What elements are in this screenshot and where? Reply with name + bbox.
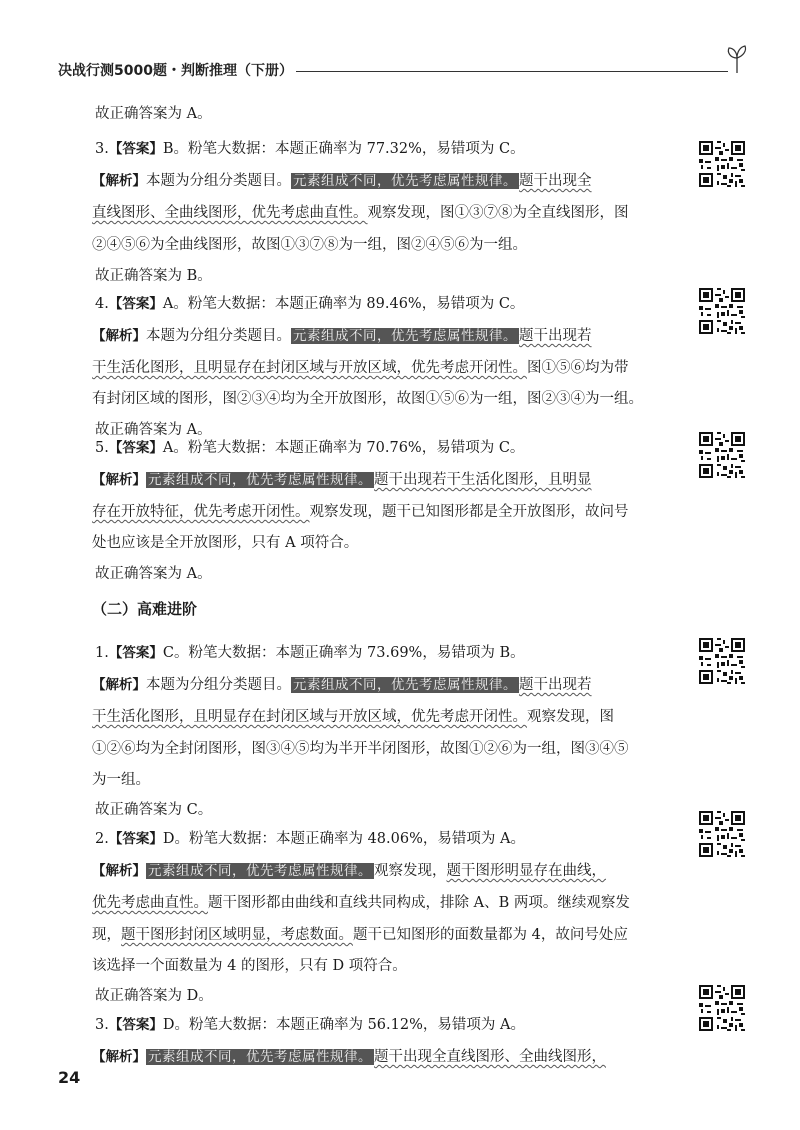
qr-code-icon[interactable]: [697, 809, 747, 859]
analysis-label: 【解析】: [92, 472, 146, 488]
text-line: 存在开放特征，优先考虑开闭性。观察发现，题干已知图形都是全开放图形，故问号: [92, 504, 629, 520]
text-line: 故正确答案为 B。: [95, 268, 212, 284]
header-rule: [296, 71, 728, 72]
analysis-label: 【解析】: [92, 328, 146, 344]
highlighted-key-point: 元素组成不同，优先考虑属性规律。: [293, 173, 517, 189]
answer-line: 2.【答案】D。粉笔大数据：本题正确率为 48.06%，易错项为 A。: [95, 831, 525, 847]
page-header: [58, 60, 748, 90]
qr-code-icon[interactable]: [697, 983, 747, 1033]
answer-label: 【答案】: [108, 1017, 163, 1033]
analysis-line: 【解析】本题为分组分类题目。 元素组成不同，优先考虑属性规律。 题干出现若: [92, 677, 592, 693]
text-line: 直线图形、全曲线图形，优先考虑曲直性。观察发现，图①③⑦⑧为全直线图形，图: [92, 205, 629, 221]
qr-code-icon[interactable]: [697, 636, 747, 686]
qr-code-icon[interactable]: [697, 286, 747, 336]
highlighted-key-point: 元素组成不同，优先考虑属性规律。: [293, 677, 517, 693]
text-line: 故正确答案为 D。: [95, 988, 213, 1004]
answer-line: 3.【答案】B。粉笔大数据：本题正确率为 77.32%，易错项为 C。: [95, 141, 525, 157]
answer-line: 1.【答案】C。粉笔大数据：本题正确率为 73.69%，易错项为 B。: [95, 645, 525, 661]
answer-label: 【答案】: [108, 645, 163, 661]
answer-label: 【答案】: [108, 141, 163, 157]
answer-label: 【答案】: [108, 831, 163, 847]
text-line: ①②⑥均为全封闭图形，图③④⑤均为半开半闭图形，故图①②⑥为一组，图③④⑤: [92, 741, 629, 757]
section-title: （二）高难进阶: [92, 600, 198, 618]
text-line: 优先考虑曲直性。题干图形都由曲线和直线共同构成，排除 A、B 两项。继续观察发: [92, 895, 630, 911]
text-line: 故正确答案为 A。: [95, 106, 212, 122]
qr-code-icon[interactable]: [697, 139, 747, 189]
answer-label: 【答案】: [108, 296, 163, 312]
text-line: ②④⑤⑥为全曲线图形，故图①③⑦⑧为一组，图②④⑤⑥为一组。: [92, 237, 527, 253]
answer-line: 4.【答案】A。粉笔大数据：本题正确率为 89.46%，易错项为 C。: [95, 296, 525, 312]
analysis-line: 【解析】本题为分组分类题目。 元素组成不同，优先考虑属性规律。 题干出现若: [92, 328, 592, 344]
analysis-label: 【解析】: [92, 677, 146, 693]
text-line: 该选择一个面数量为 4 的图形，只有 D 项符合。: [92, 958, 407, 974]
page-number: 24: [58, 1068, 81, 1087]
analysis-line: 【解析】 元素组成不同，优先考虑属性规律。 题干出现若干生活化图形，且明显: [92, 472, 592, 488]
answer-line: 5.【答案】A。粉笔大数据：本题正确率为 70.76%，易错项为 C。: [95, 440, 525, 456]
highlighted-key-point: 元素组成不同，优先考虑属性规律。: [148, 1049, 372, 1065]
text-line: 干生活化图形，且明显存在封闭区域与开放区域，优先考虑开闭性。观察发现，图: [92, 709, 614, 725]
answer-label: 【答案】: [108, 440, 163, 456]
header-title: 决战行测5000题・判断推理（下册）: [58, 63, 293, 79]
text-line: 现，题干图形封闭区域明显，考虑数面。题干已知图形的面数量都为 4，故问号处应: [92, 927, 628, 943]
analysis-label: 【解析】: [92, 173, 146, 189]
text-line: 有封闭区域的图形，图②③④均为全开放图形，故图①⑤⑥为一组，图②③④为一组。: [92, 391, 643, 407]
analysis-line: 【解析】 元素组成不同，优先考虑属性规律。 题干出现全直线图形、全曲线图形，: [92, 1049, 606, 1065]
text-line: 故正确答案为 A。: [95, 566, 212, 582]
text-line: 为一组。: [92, 772, 150, 788]
highlighted-key-point: 元素组成不同，优先考虑属性规律。: [148, 863, 372, 879]
text-line: 故正确答案为 C。: [95, 802, 213, 818]
text-line: 干生活化图形，且明显存在封闭区域与开放区域，优先考虑开闭性。图①⑤⑥均为带: [92, 360, 629, 376]
qr-code-icon[interactable]: [697, 430, 747, 480]
highlighted-key-point: 元素组成不同，优先考虑属性规律。: [293, 328, 517, 344]
sprout-icon: [726, 44, 748, 74]
text-line: 故正确答案为 A。: [95, 422, 212, 438]
analysis-label: 【解析】: [92, 1049, 146, 1065]
analysis-line: 【解析】 元素组成不同，优先考虑属性规律。 观察发现，题干图形明显存在曲线，: [92, 863, 606, 879]
answer-line: 3.【答案】D。粉笔大数据：本题正确率为 56.12%，易错项为 A。: [95, 1017, 525, 1033]
analysis-line: 【解析】本题为分组分类题目。 元素组成不同，优先考虑属性规律。 题干出现全: [92, 173, 592, 189]
analysis-label: 【解析】: [92, 863, 146, 879]
highlighted-key-point: 元素组成不同，优先考虑属性规律。: [148, 472, 372, 488]
text-line: 处也应该是全开放图形，只有 A 项符合。: [92, 535, 359, 551]
